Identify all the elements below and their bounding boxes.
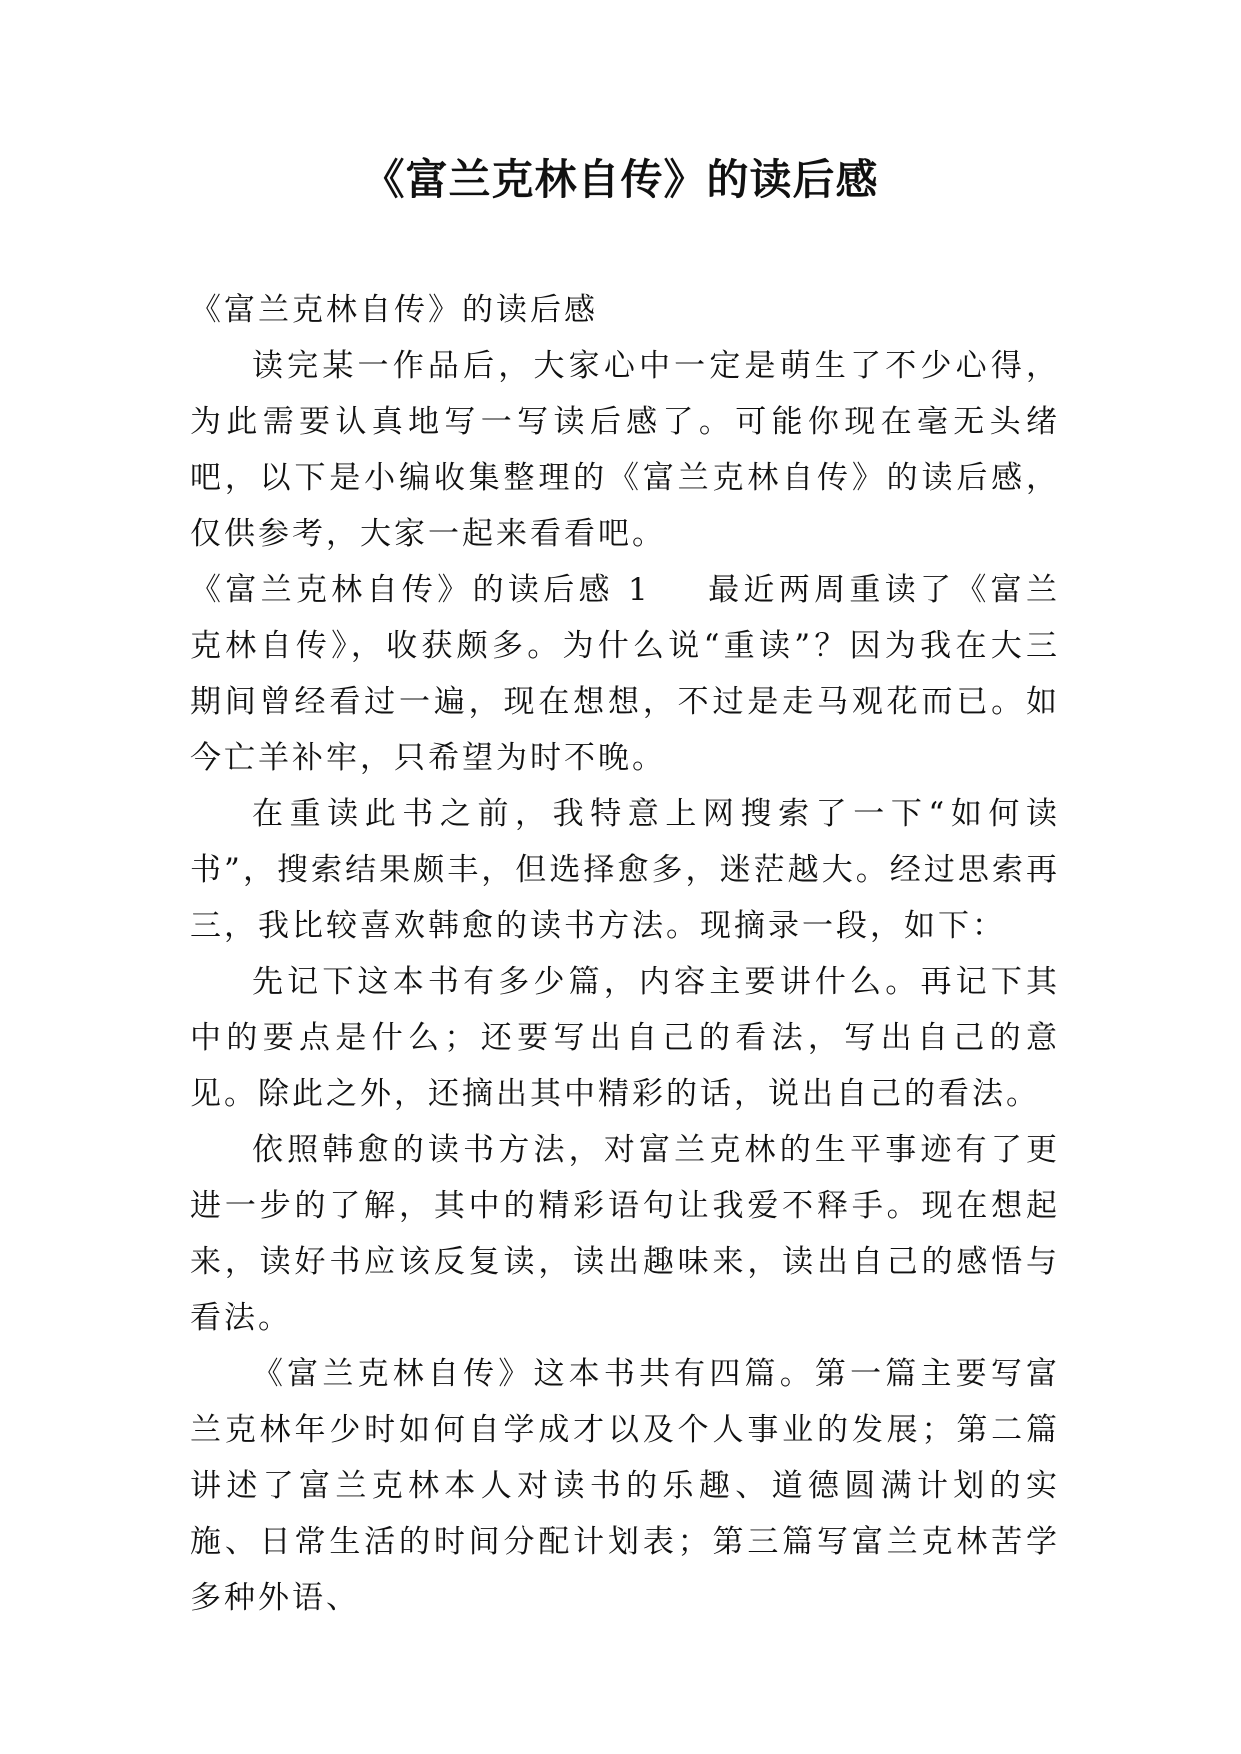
document-subtitle: 《富兰克林自传》的读后感 [190,292,598,328]
body-paragraph: 《富兰克林自传》这本书共有四篇。第一篇主要写富兰克林年少时如何自学成才以及个人事业的发展；第二篇讲述了富兰克林本人对读书的乐趣、道德圆满计划的实施、日常生活的时间分配计划表；第三篇写富兰克林苦学多种外语、 [190,1356,1060,1616]
section-1-first-text: 最近两周重读了《富兰克林自传》，收获颇多。为什么说“重读”？因为我在大三期间曾经看过一遍，现在想想，不过是走马观花而已。如今亡羊补牢，只希望为时不晚。 [190,572,1061,776]
section-1-heading: 《富兰克林自传》的读后感 1 [190,572,651,608]
section-1-paragraph [190,562,1060,786]
body-paragraph: 依照韩愈的读书方法，对富兰克林的生平事迹有了更进一步的了解，其中的精彩语句让我爱不释手。现在想起来，读好书应该反复读，读出趣味来，读出自己的感悟与看法。 [190,1132,1060,1336]
body-paragraph: 在重读此书之前，我特意上网搜索了一下“如何读书”，搜索结果颇丰，但选择愈多，迷茫越大。经过思索再三，我比较喜欢韩愈的读书方法。现摘录一段，如下： [190,796,1060,944]
document-body [190,282,1060,1626]
intro-paragraph: 读完某一作品后，大家心中一定是萌生了不少心得，为此需要认真地写一写读后感了。可能你现在毫无头绪吧，以下是小编收集整理的《富兰克林自传》的读后感，仅供参考，大家一起来看看吧。 [190,348,1060,552]
document-title: 《富兰克林自传》的读后感 [362,155,879,204]
body-paragraph: 先记下这本书有多少篇，内容主要讲什么。再记下其中的要点是什么；还要写出自己的看法，写出自己的意见。除此之外，还摘出其中精彩的话，说出自己的看法。 [190,964,1060,1112]
